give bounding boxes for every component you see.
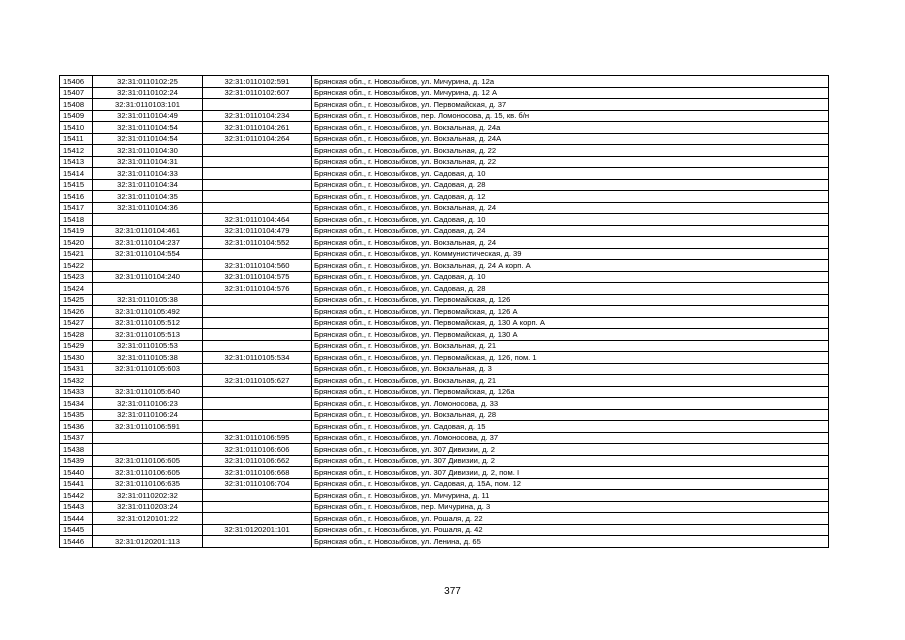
cadastral-number-cell: 32:31:0110202:32 <box>93 490 203 502</box>
building-cadastral-number-cell: 32:31:0110104:560 <box>203 260 312 272</box>
table-row <box>60 248 829 260</box>
address-cell: Брянская обл., г. Новозыбков, ул. Вокзальная, д. 3 <box>312 363 829 375</box>
row-number-cell: 15430 <box>60 352 93 364</box>
table-row <box>60 133 829 145</box>
row-number-cell: 15406 <box>60 76 93 88</box>
row-number-cell: 15432 <box>60 375 93 387</box>
building-cadastral-number-cell <box>203 179 312 191</box>
cadastral-number-cell: 32:31:0110105:38 <box>93 352 203 364</box>
row-number-cell: 15412 <box>60 145 93 157</box>
cadastral-number-cell: 32:31:0110104:54 <box>93 133 203 145</box>
address-cell: Брянская обл., г. Новозыбков, пер. Мичурина, д. 3 <box>312 501 829 513</box>
address-cell: Брянская обл., г. Новозыбков, ул. Коммунистическая, д. 39 <box>312 248 829 260</box>
row-number-cell: 15441 <box>60 478 93 490</box>
building-cadastral-number-cell <box>203 421 312 433</box>
cadastral-number-cell: 32:31:0110106:24 <box>93 409 203 421</box>
table-row <box>60 110 829 122</box>
building-cadastral-number-cell: 32:31:0110106:606 <box>203 444 312 456</box>
row-number-cell: 15423 <box>60 271 93 283</box>
cadastral-number-cell: 32:31:0110104:240 <box>93 271 203 283</box>
address-cell: Брянская обл., г. Новозыбков, ул. Рошаля, д. 42 <box>312 524 829 536</box>
cadastral-number-cell: 32:31:0110106:23 <box>93 398 203 410</box>
row-number-cell: 15440 <box>60 467 93 479</box>
address-cell: Брянская обл., г. Новозыбков, ул. Первомайская, д. 126а <box>312 386 829 398</box>
table-row <box>60 76 829 88</box>
building-cadastral-number-cell <box>203 145 312 157</box>
table-row <box>60 306 829 318</box>
address-cell: Брянская обл., г. Новозыбков, ул. Садовая, д. 24 <box>312 225 829 237</box>
cadastral-number-cell <box>93 283 203 295</box>
address-cell: Брянская обл., г. Новозыбков, ул. Вокзальная, д. 28 <box>312 409 829 421</box>
building-cadastral-number-cell <box>203 294 312 306</box>
row-number-cell: 15418 <box>60 214 93 226</box>
cadastral-number-cell: 32:31:0110105:512 <box>93 317 203 329</box>
building-cadastral-number-cell: 32:31:0110106:662 <box>203 455 312 467</box>
table-row <box>60 352 829 364</box>
table-row <box>60 375 829 387</box>
cadastral-number-cell: 32:31:0110104:33 <box>93 168 203 180</box>
building-cadastral-number-cell <box>203 156 312 168</box>
table-row <box>60 179 829 191</box>
address-cell: Брянская обл., г. Новозыбков, ул. Вокзальная, д. 24 <box>312 202 829 214</box>
row-number-cell: 15421 <box>60 248 93 260</box>
building-cadastral-number-cell <box>203 363 312 375</box>
table-row <box>60 122 829 134</box>
cadastral-number-cell <box>93 260 203 272</box>
building-cadastral-number-cell: 32:31:0110105:627 <box>203 375 312 387</box>
row-number-cell: 15417 <box>60 202 93 214</box>
table-row <box>60 214 829 226</box>
address-cell: Брянская обл., г. Новозыбков, ул. Вокзальная, д. 24А <box>312 133 829 145</box>
row-number-cell: 15416 <box>60 191 93 203</box>
row-number-cell: 15438 <box>60 444 93 456</box>
building-cadastral-number-cell: 32:31:0110104:479 <box>203 225 312 237</box>
address-cell: Брянская обл., г. Новозыбков, ул. Садовая, д. 28 <box>312 179 829 191</box>
row-number-cell: 15429 <box>60 340 93 352</box>
table-row <box>60 294 829 306</box>
building-cadastral-number-cell: 32:31:0110106:595 <box>203 432 312 444</box>
row-number-cell: 15434 <box>60 398 93 410</box>
table-row <box>60 536 829 548</box>
building-cadastral-number-cell: 32:31:0110104:575 <box>203 271 312 283</box>
table-row <box>60 156 829 168</box>
address-cell: Брянская обл., г. Новозыбков, ул. Мичурина, д. 11 <box>312 490 829 502</box>
building-cadastral-number-cell: 32:31:0110105:534 <box>203 352 312 364</box>
row-number-cell: 15407 <box>60 87 93 99</box>
building-cadastral-number-cell: 32:31:0110104:264 <box>203 133 312 145</box>
address-cell: Брянская обл., г. Новозыбков, ул. Ломоносова, д. 33 <box>312 398 829 410</box>
address-cell: Брянская обл., г. Новозыбков, ул. Ломоносова, д. 37 <box>312 432 829 444</box>
address-cell: Брянская обл., г. Новозыбков, ул. 307 Дивизии, д. 2, пом. I <box>312 467 829 479</box>
building-cadastral-number-cell: 32:31:0110104:261 <box>203 122 312 134</box>
cadastral-number-cell: 32:31:0110106:635 <box>93 478 203 490</box>
building-cadastral-number-cell <box>203 513 312 525</box>
table-row <box>60 87 829 99</box>
row-number-cell: 15426 <box>60 306 93 318</box>
cadastral-number-cell <box>93 444 203 456</box>
address-cell: Брянская обл., г. Новозыбков, ул. Вокзальная, д. 21 <box>312 375 829 387</box>
row-number-cell: 15443 <box>60 501 93 513</box>
row-number-cell: 15411 <box>60 133 93 145</box>
row-number-cell: 15433 <box>60 386 93 398</box>
address-cell: Брянская обл., г. Новозыбков, ул. 307 Дивизии, д. 2 <box>312 455 829 467</box>
row-number-cell: 15408 <box>60 99 93 111</box>
cadastral-number-cell: 32:31:0110106:605 <box>93 455 203 467</box>
table-row <box>60 363 829 375</box>
building-cadastral-number-cell <box>203 99 312 111</box>
address-cell: Брянская обл., г. Новозыбков, ул. Первомайская, д. 130 А <box>312 329 829 341</box>
building-cadastral-number-cell <box>203 501 312 513</box>
row-number-cell: 15415 <box>60 179 93 191</box>
cadastral-number-cell: 32:31:0110106:591 <box>93 421 203 433</box>
table-row <box>60 490 829 502</box>
cadastral-number-cell: 32:31:0110103:101 <box>93 99 203 111</box>
address-cell: Брянская обл., г. Новозыбков, ул. Вокзальная, д. 21 <box>312 340 829 352</box>
address-cell: Брянская обл., г. Новозыбков, ул. Вокзальная, д. 22 <box>312 156 829 168</box>
cadastral-number-cell: 32:31:0120201:113 <box>93 536 203 548</box>
building-cadastral-number-cell <box>203 317 312 329</box>
cadastral-number-cell: 32:31:0110105:640 <box>93 386 203 398</box>
table-row <box>60 478 829 490</box>
building-cadastral-number-cell <box>203 490 312 502</box>
building-cadastral-number-cell: 32:31:0110102:607 <box>203 87 312 99</box>
cadastral-number-cell: 32:31:0110104:49 <box>93 110 203 122</box>
cadastral-number-cell: 32:31:0110104:36 <box>93 202 203 214</box>
address-cell: Брянская обл., г. Новозыбков, ул. Вокзальная, д. 24а <box>312 122 829 134</box>
building-cadastral-number-cell <box>203 398 312 410</box>
address-cell: Брянская обл., г. Новозыбков, ул. Мичурина, д. 12а <box>312 76 829 88</box>
table-row <box>60 168 829 180</box>
table-row <box>60 237 829 249</box>
table-row <box>60 409 829 421</box>
cadastral-number-cell: 32:31:0110104:54 <box>93 122 203 134</box>
row-number-cell: 15439 <box>60 455 93 467</box>
table-row <box>60 225 829 237</box>
row-number-cell: 15409 <box>60 110 93 122</box>
cadastral-number-cell: 32:31:0110104:35 <box>93 191 203 203</box>
registry-table-body <box>60 76 829 548</box>
building-cadastral-number-cell: 32:31:0110106:668 <box>203 467 312 479</box>
cadastral-number-cell <box>93 524 203 536</box>
cadastral-number-cell: 32:31:0110104:31 <box>93 156 203 168</box>
building-cadastral-number-cell <box>203 409 312 421</box>
cadastral-number-cell <box>93 214 203 226</box>
address-cell: Брянская обл., г. Новозыбков, ул. Садовая, д. 12 <box>312 191 829 203</box>
address-cell: Брянская обл., г. Новозыбков, ул. Вокзальная, д. 24 А корп. А <box>312 260 829 272</box>
row-number-cell: 15437 <box>60 432 93 444</box>
address-cell: Брянская обл., г. Новозыбков, ул. Вокзальная, д. 24 <box>312 237 829 249</box>
table-row <box>60 99 829 111</box>
cadastral-number-cell: 32:31:0110104:554 <box>93 248 203 260</box>
address-cell: Брянская обл., г. Новозыбков, пер. Ломоносова, д. 15, кв. б/н <box>312 110 829 122</box>
cadastral-number-cell: 32:31:0110104:461 <box>93 225 203 237</box>
building-cadastral-number-cell <box>203 202 312 214</box>
row-number-cell: 15427 <box>60 317 93 329</box>
building-cadastral-number-cell: 32:31:0110104:234 <box>203 110 312 122</box>
row-number-cell: 15422 <box>60 260 93 272</box>
building-cadastral-number-cell <box>203 168 312 180</box>
table-row <box>60 524 829 536</box>
row-number-cell: 15424 <box>60 283 93 295</box>
address-cell: Брянская обл., г. Новозыбков, ул. Первомайская, д. 126 А <box>312 306 829 318</box>
building-cadastral-number-cell <box>203 340 312 352</box>
row-number-cell: 15431 <box>60 363 93 375</box>
row-number-cell: 15414 <box>60 168 93 180</box>
row-number-cell: 15446 <box>60 536 93 548</box>
table-row <box>60 329 829 341</box>
building-cadastral-number-cell <box>203 248 312 260</box>
row-number-cell: 15420 <box>60 237 93 249</box>
registry-table <box>59 75 829 548</box>
row-number-cell: 15428 <box>60 329 93 341</box>
building-cadastral-number-cell: 32:31:0110106:704 <box>203 478 312 490</box>
address-cell: Брянская обл., г. Новозыбков, ул. Садовая, д. 15А, пом. 12 <box>312 478 829 490</box>
row-number-cell: 15436 <box>60 421 93 433</box>
table-row <box>60 432 829 444</box>
address-cell: Брянская обл., г. Новозыбков, ул. Первомайская, д. 130 А корп. А <box>312 317 829 329</box>
address-cell: Брянская обл., г. Новозыбков, ул. Садовая, д. 10 <box>312 271 829 283</box>
building-cadastral-number-cell: 32:31:0110102:591 <box>203 76 312 88</box>
table-row <box>60 398 829 410</box>
building-cadastral-number-cell: 32:31:0120201:101 <box>203 524 312 536</box>
address-cell: Брянская обл., г. Новозыбков, ул. Садовая, д. 10 <box>312 168 829 180</box>
building-cadastral-number-cell: 32:31:0110104:576 <box>203 283 312 295</box>
address-cell: Брянская обл., г. Новозыбков, ул. Первомайская, д. 37 <box>312 99 829 111</box>
table-row <box>60 386 829 398</box>
cadastral-number-cell: 32:31:0110104:34 <box>93 179 203 191</box>
cadastral-number-cell: 32:31:0110102:25 <box>93 76 203 88</box>
address-cell: Брянская обл., г. Новозыбков, ул. Садовая, д. 28 <box>312 283 829 295</box>
row-number-cell: 15442 <box>60 490 93 502</box>
row-number-cell: 15410 <box>60 122 93 134</box>
cadastral-number-cell: 32:31:0110102:24 <box>93 87 203 99</box>
address-cell: Брянская обл., г. Новозыбков, ул. 307 Дивизии, д. 2 <box>312 444 829 456</box>
table-row <box>60 145 829 157</box>
table-row <box>60 202 829 214</box>
building-cadastral-number-cell: 32:31:0110104:552 <box>203 237 312 249</box>
address-cell: Брянская обл., г. Новозыбков, ул. Рошаля, д. 22 <box>312 513 829 525</box>
cadastral-number-cell: 32:31:0110105:38 <box>93 294 203 306</box>
address-cell: Брянская обл., г. Новозыбков, ул. Садовая, д. 15 <box>312 421 829 433</box>
building-cadastral-number-cell <box>203 191 312 203</box>
table-row <box>60 283 829 295</box>
cadastral-number-cell: 32:31:0110104:30 <box>93 145 203 157</box>
cadastral-number-cell: 32:31:0110105:492 <box>93 306 203 318</box>
address-cell: Брянская обл., г. Новозыбков, ул. Вокзальная, д. 22 <box>312 145 829 157</box>
cadastral-number-cell <box>93 432 203 444</box>
table-row <box>60 501 829 513</box>
table-row <box>60 191 829 203</box>
cadastral-number-cell <box>93 375 203 387</box>
row-number-cell: 15413 <box>60 156 93 168</box>
table-row <box>60 340 829 352</box>
table-row <box>60 455 829 467</box>
row-number-cell: 15435 <box>60 409 93 421</box>
table-row <box>60 317 829 329</box>
row-number-cell: 15419 <box>60 225 93 237</box>
page-number: 377 <box>444 586 461 597</box>
building-cadastral-number-cell <box>203 536 312 548</box>
address-cell: Брянская обл., г. Новозыбков, ул. Первомайская, д. 126 <box>312 294 829 306</box>
table-row <box>60 513 829 525</box>
cadastral-number-cell: 32:31:0120101:22 <box>93 513 203 525</box>
cadastral-number-cell: 32:31:0110105:513 <box>93 329 203 341</box>
table-row <box>60 260 829 272</box>
address-cell: Брянская обл., г. Новозыбков, ул. Ленина, д. 65 <box>312 536 829 548</box>
building-cadastral-number-cell: 32:31:0110104:464 <box>203 214 312 226</box>
building-cadastral-number-cell <box>203 306 312 318</box>
table-row <box>60 421 829 433</box>
building-cadastral-number-cell <box>203 329 312 341</box>
building-cadastral-number-cell <box>203 386 312 398</box>
cadastral-number-cell: 32:31:0110105:53 <box>93 340 203 352</box>
cadastral-number-cell: 32:31:0110104:237 <box>93 237 203 249</box>
cadastral-number-cell: 32:31:0110105:603 <box>93 363 203 375</box>
cadastral-number-cell: 32:31:0110106:605 <box>93 467 203 479</box>
address-cell: Брянская обл., г. Новозыбков, ул. Садовая, д. 10 <box>312 214 829 226</box>
address-cell: Брянская обл., г. Новозыбков, ул. Первомайская, д. 126, пом. 1 <box>312 352 829 364</box>
row-number-cell: 15445 <box>60 524 93 536</box>
table-row <box>60 467 829 479</box>
row-number-cell: 15425 <box>60 294 93 306</box>
cadastral-number-cell: 32:31:0110203:24 <box>93 501 203 513</box>
table-row <box>60 444 829 456</box>
address-cell: Брянская обл., г. Новозыбков, ул. Мичурина, д. 12 А <box>312 87 829 99</box>
row-number-cell: 15444 <box>60 513 93 525</box>
table-row <box>60 271 829 283</box>
